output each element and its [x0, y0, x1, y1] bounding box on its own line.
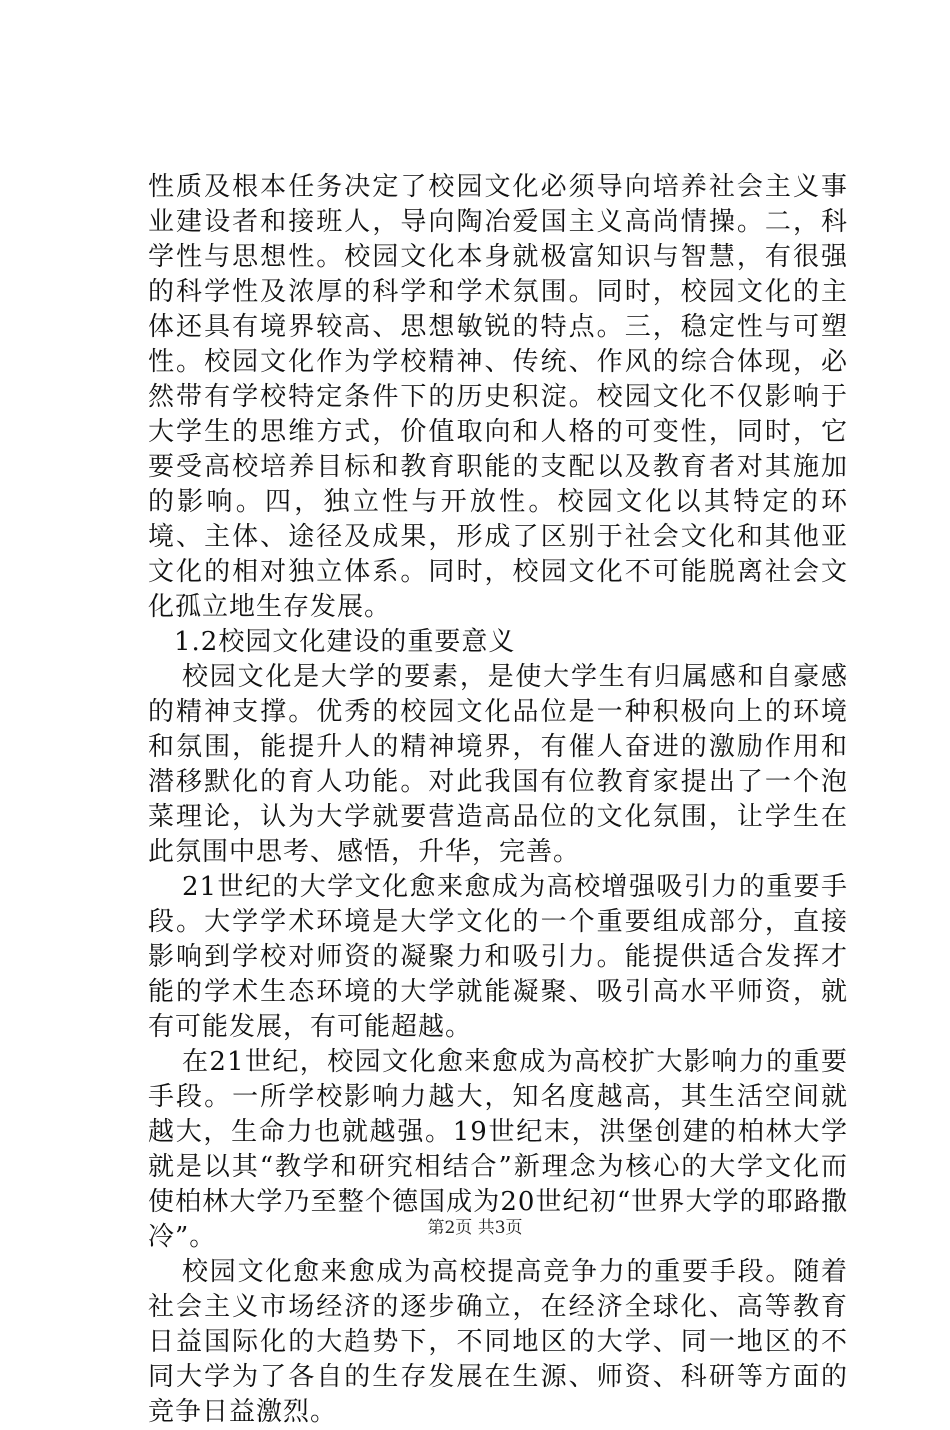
paragraph-competitiveness: 校园文化愈来愈成为高校提高竞争力的重要手段。随着社会主义市场经济的逐步确立，在经济全球化、高等教育日益国际化的大趋势下，不同地区的大学、同一地区的不同大学为了各自的生存发展在生源、师资、科研等方面的竞争日益激烈。 [148, 1257, 848, 1427]
paragraph-attraction: 21世纪的大学文化愈来愈成为高校增强吸引力的重要手段。大学学术环境是大学文化的一个重要组成部分，直接影响到学校对师资的凝聚力和吸引力。能提供适合发挥才能的学术生态环境的大学就能凝聚、吸引高水平师资，就有可能发展，有可能超越。 [148, 872, 848, 1042]
paragraph-school-culture-characteristics: 性质及根本任务决定了校园文化必须导向培养社会主义事业建设者和接班人，导向陶冶爱国主义高尚情操。二，科学性与思想性。校园文化本身就极富知识与智慧，有很强的科学性及浓厚的科学和学术氛围。同时，校园文化的主体还具有境界较高、思想敏锐的特点。三，稳定性与可塑性。校园文化作为学校精神、传统、作风的综合体现，必然带有学校特定条件下的历史积淀。校园文化不仅影响于大学生的思维方式，价值取向和人格的可变性，同时，它要受高校培养目标和教育职能的支配以及教育者对其施加的影响。四，独立性与开放性。校园文化以其特定的环境、主体、途径及成果，形成了区别于社会文化和其他亚文化的相对独立体系。同时，校园文化不可能脱离社会文化孤立地生存发展。 [148, 172, 848, 622]
page-footer [0, 1216, 950, 1240]
document-body [148, 170, 848, 1430]
paragraph-spiritual-support: 校园文化是大学的要素，是使大学生有归属感和自豪感的精神支撑。优秀的校园文化品位是一种积极向上的环境和氛围，能提升人的精神境界，有催人奋进的激励作用和潜移默化的育人功能。对此我国有位教育家提出了一个泡菜理论，认为大学就要营造高品位的文化氛围，让学生在此氛围中思考、感悟，升华，完善。 [148, 662, 848, 867]
paragraph-influence: 在21世纪，校园文化愈来愈成为高校扩大影响力的重要手段。一所学校影响力越大，知名度越高，其生活空间就越大，生命力也就越强。19世纪末，洪堡创建的柏林大学就是以其“教学和研究相结合”新理念为核心的大学文化而使柏林大学乃至整个德国成为20世纪初“世界大学的耶路撒冷”。 [148, 1047, 848, 1252]
page-number-label: 第2页 共3页 [427, 1218, 523, 1238]
section-heading: 1.2校园文化建设的重要意义 [174, 627, 516, 657]
